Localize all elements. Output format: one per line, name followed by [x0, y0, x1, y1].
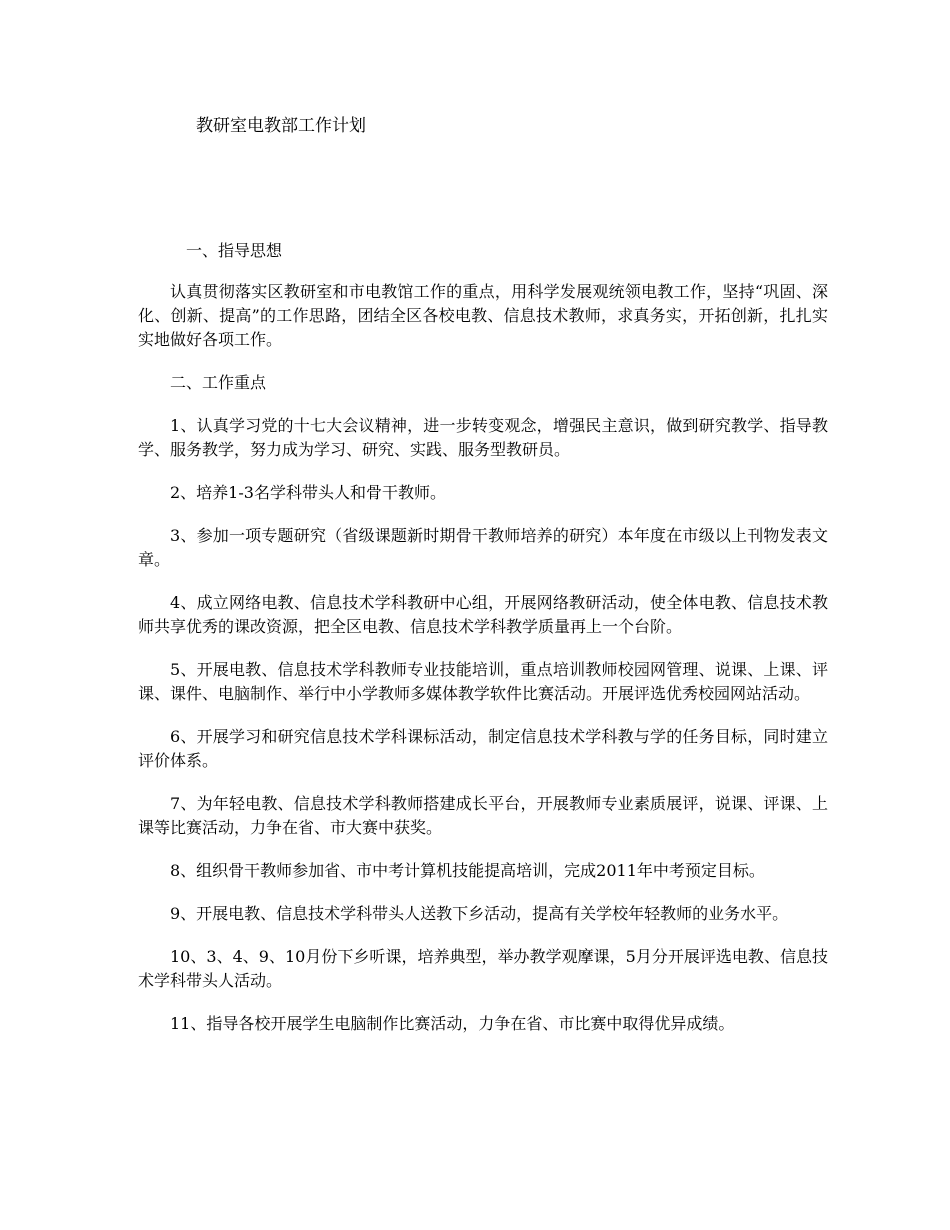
guiding-thought-paragraph: 认真贯彻落实区教研室和市电教馆工作的重点，用科学发展观统领电教工作，坚持“巩固、深化、创新、提高”的工作思路，团结全区各校电教、信息技术教师，求真务实，开拓创新，扎扎实实地做好各项工作。	[138, 282, 828, 349]
work-item-11: 11、指导各校开展学生电脑制作比赛活动，力争在省、市比赛中取得优异成绩。	[170, 1014, 735, 1033]
work-item-5: 5、开展电教、信息技术学科教师专业技能培训，重点培训教师校园网管理、说课、上课、评课、课件、电脑制作、举行中小学教师多媒体教学软件比赛活动。开展评选优秀校园网站活动。	[138, 660, 828, 703]
work-item-4: 4、成立网络电教、信息技术学科教研中心组，开展网络教研活动，使全体电教、信息技术教师共享优秀的课改资源，把全区电教、信息技术学科教学质量再上一个台阶。	[138, 593, 828, 636]
work-item-6: 6、开展学习和研究信息技术学科课标活动，制定信息技术学科教与学的任务目标，同时建立评价体系。	[138, 727, 828, 770]
work-item-1: 1、认真学习党的十七大会议精神，进一步转变观念，增强民主意识，做到研究教学、指导教学、服务教学，努力成为学习、研究、实践、服务型教研员。	[138, 416, 828, 459]
work-item-2: 2、培养1-3名学科带头人和骨干教师。	[170, 483, 446, 502]
document-body	[138, 280, 828, 1055]
work-item-7: 7、为年轻电教、信息技术学科教师搭建成长平台，开展教师专业素质展评，说课、评课、上课等比赛活动，力争在省、市大赛中获奖。	[138, 794, 828, 837]
work-item-3: 3、参加一项专题研究（省级课题新时期骨干教师培养的研究）本年度在市级以上刊物发表文章。	[138, 526, 828, 569]
section-heading-guiding-thought: 一、指导思想	[186, 241, 283, 260]
work-item-10: 10、3、4、9、10月份下乡听课，培养典型，举办教学观摩课，5月分开展评选电教、信息技术学科带头人活动。	[138, 947, 828, 990]
section-heading-work-focus: 二、工作重点	[170, 373, 267, 392]
document-title: 教研室电教部工作计划	[196, 116, 366, 136]
work-item-9: 9、开展电教、信息技术学科带头人送教下乡活动，提高有关学校年轻教师的业务水平。	[170, 904, 789, 923]
work-item-8: 8、组织骨干教师参加省、市中考计算机技能提高培训，完成2011年中考预定目标。	[170, 861, 765, 880]
